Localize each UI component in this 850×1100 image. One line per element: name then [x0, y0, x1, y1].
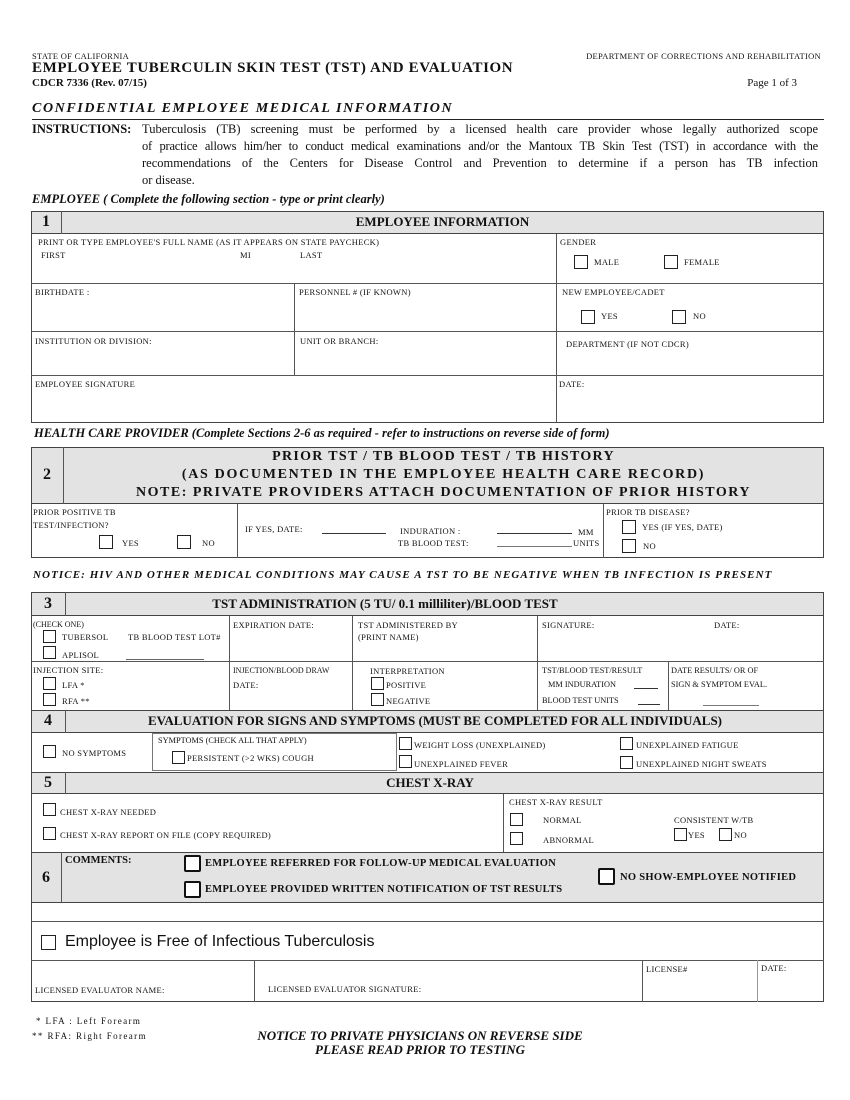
lfa-footnote: * LFA : Left Forearm [36, 1016, 142, 1026]
new-employee-yes-label: YES [601, 311, 618, 321]
negative-checkbox[interactable] [371, 693, 384, 706]
blood-test-units-line[interactable] [497, 546, 572, 547]
hcp-heading: HEALTH CARE PROVIDER (Complete Sections 2-6 as required - refer to instructions on reverse side of form) [34, 426, 610, 440]
instructions-line-4: or disease. [142, 173, 195, 187]
weight-loss-label: WEIGHT LOSS (UNEXPLAINED) [414, 740, 546, 750]
lot-number-line[interactable] [126, 659, 204, 660]
cough-label: PERSISTENT (>2 WKS) COUGH [187, 753, 314, 763]
lfa-checkbox[interactable] [43, 677, 56, 690]
notification-provided-label: EMPLOYEE PROVIDED WRITTEN NOTIFICATION OF TST RESULTS [205, 884, 563, 895]
confidential-heading: CONFIDENTIAL EMPLOYEE MEDICAL INFORMATION [32, 101, 454, 116]
xray-normal-label: NORMAL [543, 815, 582, 825]
section-2-title-3: NOTE: PRIVATE PROVIDERS ATTACH DOCUMENTATION OF PRIOR HISTORY [136, 485, 751, 500]
referred-label: EMPLOYEE REFERRED FOR FOLLOW-UP MEDICAL EVALUATION [205, 858, 557, 869]
xray-result-label: CHEST X-RAY RESULT [509, 797, 603, 807]
tst-date-label: DATE: [714, 620, 740, 630]
prior-tb-disease-label: PRIOR TB DISEASE? [606, 507, 690, 517]
date-results-label: DATE RESULTS/ OR OF [671, 666, 759, 675]
form-title: EMPLOYEE TUBERCULIN SKIN TEST (TST) AND EVALUATION [32, 60, 514, 76]
section-4-title: EVALUATION FOR SIGNS AND SYMPTOMS (MUST BE COMPLETED FOR ALL INDIVIDUALS) [147, 713, 723, 728]
check-one-label: (CHECK ONE) [33, 620, 84, 629]
consistent-yes-label: YES [688, 830, 705, 840]
xray-abnormal-checkbox[interactable] [510, 832, 523, 845]
xray-needed-label: CHEST X-RAY NEEDED [60, 807, 157, 817]
evaluator-signature-label: LICENSED EVALUATOR SIGNATURE: [268, 984, 422, 994]
xray-abnormal-label: ABNORMAL [543, 835, 595, 845]
interpretation-label: INTERPRETATION [370, 666, 445, 676]
no-symptoms-checkbox[interactable] [43, 745, 56, 758]
section-6-number: 6 [42, 869, 50, 886]
section-4-number: 4 [44, 712, 52, 729]
header-rule [32, 119, 824, 120]
prior-positive-label-1: PRIOR POSITIVE TB [33, 507, 116, 517]
private-physicians-notice: NOTICE TO PRIVATE PHYSICIANS ON REVERSE SIDE [257, 1028, 583, 1043]
night-sweats-checkbox[interactable] [620, 756, 633, 769]
no-symptoms-label: NO SYMPTOMS [62, 748, 127, 758]
tubersol-label: TUBERSOL [62, 632, 109, 642]
xray-needed-checkbox[interactable] [43, 803, 56, 816]
blood-test-units-label: BLOOD TEST UNITS [542, 696, 619, 705]
free-of-tb-checkbox[interactable] [41, 935, 56, 950]
symptoms-check-all-label: SYMPTOMS (CHECK ALL THAT APPLY) [158, 736, 307, 745]
tb-blood-test-label: TB BLOOD TEST: [398, 538, 469, 548]
comments-label: COMMENTS: [65, 855, 132, 866]
night-sweats-label: UNEXPLAINED NIGHT SWEATS [636, 759, 767, 769]
tb-blood-lot-label: TB BLOOD TEST LOT# [128, 632, 221, 642]
section-1-number: 1 [42, 213, 50, 230]
department-label: DEPARTMENT OF CORRECTIONS AND REHABILITATION [586, 51, 821, 61]
section-1-title: EMPLOYEE INFORMATION [355, 214, 530, 229]
institution-label: INSTITUTION OR DIVISION: [35, 336, 152, 346]
prior-disease-no-checkbox[interactable] [622, 539, 636, 553]
section-5-title: CHEST X-RAY [386, 775, 474, 790]
unit-label: UNIT OR BRANCH: [300, 336, 379, 346]
units-label: UNITS [573, 538, 600, 548]
notification-provided-checkbox[interactable] [184, 881, 201, 898]
male-checkbox[interactable] [574, 255, 588, 269]
if-yes-date-line[interactable] [322, 533, 386, 534]
section-3-title: TST ADMINISTRATION (5 TU/ 0.1 milliliter)/BLOOD TEST [212, 596, 558, 611]
prior-positive-yes-label: YES [122, 538, 139, 548]
fatigue-checkbox[interactable] [620, 737, 633, 750]
evaluator-name-label: LICENSED EVALUATOR NAME: [35, 985, 165, 995]
weight-loss-checkbox[interactable] [399, 737, 412, 750]
expiration-date-label: EXPIRATION DATE: [233, 620, 315, 630]
instructions-label: INSTRUCTIONS: [32, 122, 132, 136]
license-label: LICENSE# [646, 964, 688, 974]
prior-positive-yes-checkbox[interactable] [99, 535, 113, 549]
prior-disease-yes-checkbox[interactable] [622, 520, 636, 534]
xray-on-file-label: CHEST X-RAY REPORT ON FILE (COPY REQUIRED) [60, 830, 272, 840]
tst-result-label: TST/BLOOD TEST/RESULT [542, 666, 643, 675]
employee-date-label: DATE: [559, 379, 585, 389]
full-name-label: PRINT OR TYPE EMPLOYEE'S FULL NAME (AS IT APPEARS ON STATE PAYCHECK) [38, 237, 380, 247]
new-employee-no-checkbox[interactable] [672, 310, 686, 324]
fever-label: UNEXPLAINED FEVER [414, 759, 509, 769]
consistent-no-checkbox[interactable] [719, 828, 732, 841]
aplisol-label: APLISOL [62, 650, 100, 660]
birthdate-label: BIRTHDATE : [35, 287, 90, 297]
prior-positive-no-checkbox[interactable] [177, 535, 191, 549]
section-5-number: 5 [44, 774, 52, 791]
section-3-number: 3 [44, 595, 52, 612]
state-label: STATE OF CALIFORNIA [32, 51, 130, 61]
date-results-line[interactable] [703, 705, 759, 706]
instructions-line-3: recommendations of the Centers for Disease Control and Prevention to determine if a person has TB infection [142, 156, 818, 170]
section-2-title-1: PRIOR TST / TB BLOOD TEST / TB HISTORY [272, 449, 615, 464]
consistent-no-label: NO [734, 830, 747, 840]
induration-mm-line[interactable] [497, 533, 572, 534]
no-show-label: NO SHOW-EMPLOYEE NOTIFIED [620, 872, 797, 883]
female-checkbox[interactable] [664, 255, 678, 269]
female-label: FEMALE [684, 257, 720, 267]
section-2-number: 2 [43, 466, 51, 483]
tubersol-checkbox[interactable] [43, 630, 56, 643]
injection-date-label: DATE: [233, 680, 259, 690]
lfa-label: LFA * [62, 680, 85, 690]
evaluator-date-label: DATE: [761, 963, 787, 973]
negative-label: NEGATIVE [386, 696, 431, 706]
rfa-footnote: ** RFA: Right Forearm [32, 1031, 147, 1041]
last-name-label: LAST [300, 250, 323, 260]
new-employee-no-label: NO [693, 311, 706, 321]
instructions-line-2: of practice allows him/her to conduct medical examinations and/or the Mantoux TB Skin Test (TST) in accordance with the [142, 139, 818, 153]
print-name-label: (PRINT NAME) [358, 632, 419, 642]
injection-draw-label: INJECTION/BLOOD DRAW [233, 666, 330, 675]
cough-checkbox[interactable] [172, 751, 185, 764]
mm-induration-label: MM INDURATION [548, 680, 616, 689]
xray-on-file-checkbox[interactable] [43, 827, 56, 840]
sign-symptom-eval-label: SIGN & SYMPTOM EVAL. [671, 680, 768, 689]
mm-label: MM [578, 527, 594, 537]
hiv-notice: NOTICE: HIV AND OTHER MEDICAL CONDITIONS MAY CAUSE A TST TO BE NEGATIVE WHEN TB INFECTION IS PRESENT [33, 569, 773, 581]
department-if-not-label: DEPARTMENT (IF NOT CDCR) [566, 339, 689, 349]
fever-checkbox[interactable] [399, 755, 412, 768]
xray-normal-checkbox[interactable] [510, 813, 523, 826]
form-number: CDCR 7336 (Rev. 07/15) [32, 77, 147, 89]
employee-section-heading: EMPLOYEE ( Complete the following section - type or print clearly) [32, 192, 385, 206]
consistent-yes-checkbox[interactable] [674, 828, 687, 841]
new-employee-label: NEW EMPLOYEE/CADET [562, 287, 665, 297]
administered-by-label: TST ADMINISTERED BY [358, 620, 458, 630]
tst-signature-label: SIGNATURE: [542, 620, 595, 630]
positive-label: POSITIVE [386, 680, 427, 690]
free-of-tb-label: Employee is Free of Infectious Tuberculosis [65, 933, 375, 950]
personnel-label: PERSONNEL # (IF KNOWN) [299, 287, 411, 297]
aplisol-checkbox[interactable] [43, 646, 56, 659]
section-2-title-2: (AS DOCUMENTED IN THE EMPLOYEE HEALTH CARE RECORD) [181, 467, 706, 482]
prior-positive-no-label: NO [202, 538, 215, 548]
no-show-checkbox[interactable] [598, 868, 615, 885]
instructions-line-1: Tuberculosis (TB) screening must be performed by a licensed health care provider whose legally authorized scope [142, 122, 818, 136]
prior-positive-label-2: TEST/INFECTION? [33, 520, 109, 530]
rfa-label: RFA ** [62, 696, 90, 706]
first-name-label: FIRST [41, 250, 66, 260]
mi-label: MI [240, 250, 251, 260]
consistent-tb-label: CONSISTENT W/TB [674, 815, 754, 825]
fatigue-label: UNEXPLAINED FATIGUE [636, 740, 739, 750]
prior-disease-yes-label: YES (IF YES, DATE) [642, 522, 723, 532]
if-yes-date-label: IF YES, DATE: [245, 524, 303, 534]
positive-checkbox[interactable] [371, 677, 384, 690]
prior-disease-no-label: NO [643, 541, 656, 551]
referred-checkbox[interactable] [184, 855, 201, 872]
new-employee-yes-checkbox[interactable] [581, 310, 595, 324]
gender-label: GENDER [560, 237, 597, 247]
page-number: Page 1 of 3 [747, 77, 797, 89]
induration-label: INDURATION : [400, 526, 461, 536]
employee-signature-label: EMPLOYEE SIGNATURE [35, 379, 136, 389]
read-prior-notice: PLEASE READ PRIOR TO TESTING [315, 1042, 525, 1057]
injection-site-label: INJECTION SITE: [33, 665, 104, 675]
male-label: MALE [594, 257, 620, 267]
rfa-checkbox[interactable] [43, 693, 56, 706]
